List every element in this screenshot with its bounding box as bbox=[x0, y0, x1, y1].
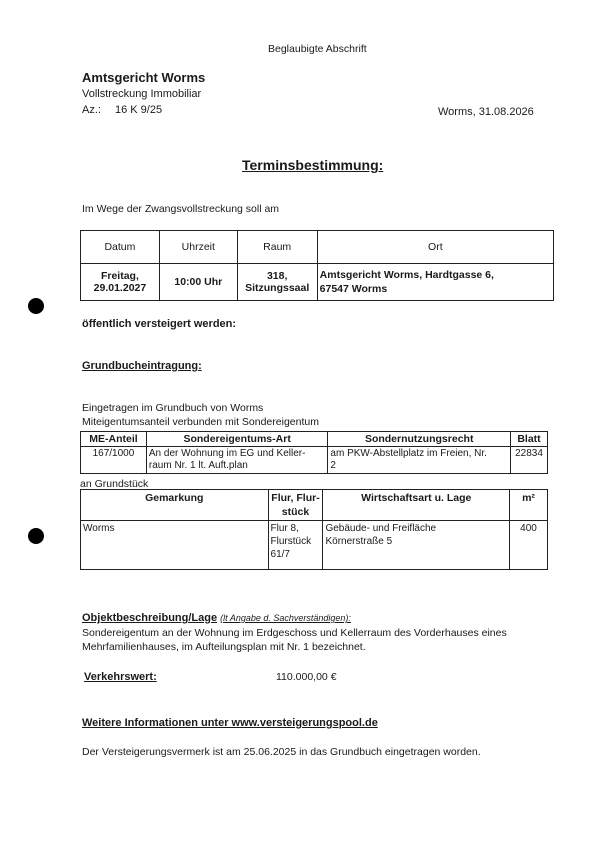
certified-copy-label: Beglaubigte Abschrift bbox=[268, 43, 367, 55]
verkehrswert-value: 110.000,00 € bbox=[276, 671, 337, 683]
flur-flurstueck-line2: Flurstück bbox=[270, 536, 312, 547]
me-header-recht: Sondernutzungsrecht bbox=[328, 432, 511, 447]
termin-uhrzeit: 10:00 Uhr bbox=[159, 264, 237, 301]
auction-phrase: öffentlich versteigert werden: bbox=[82, 318, 237, 330]
intro-text: Im Wege der Zwangsvollstreckung soll am bbox=[82, 203, 280, 215]
place-date: Worms, 31.08.2026 bbox=[438, 106, 534, 118]
me-header-blatt: Blatt bbox=[511, 432, 548, 447]
flur-header-wirtschaft: Wirtschaftsart u. Lage bbox=[323, 490, 510, 521]
court-name: Amtsgericht Worms bbox=[82, 70, 206, 85]
court-department: Vollstreckung Immobiliar bbox=[82, 88, 202, 100]
info-link-line: Weitere Informationen unter www.versteigerungspool.de bbox=[82, 717, 378, 729]
case-number: 16 K 9/25 bbox=[115, 104, 163, 116]
me-table bbox=[80, 431, 548, 474]
termin-ort-line1: Amtsgericht Worms, Hardtgasse 6, bbox=[319, 269, 494, 281]
me-header-anteil: ME-Anteil bbox=[81, 432, 147, 447]
me-art-line2: raum Nr. 1 lt. Auft.plan bbox=[148, 460, 248, 471]
grundbuch-heading: Grundbucheintragung: bbox=[82, 360, 202, 372]
termin-header-ort: Ort bbox=[317, 231, 553, 264]
me-header-art: Sondereigentums-Art bbox=[146, 432, 328, 447]
termin-raum: 318, Sitzungssaal bbox=[237, 264, 317, 301]
flur-flurstueck bbox=[268, 521, 323, 570]
case-number-label: Az.: bbox=[82, 104, 101, 116]
me-recht-line2: 2 bbox=[330, 460, 336, 471]
me-art-line1: An der Wohnung im EG und Keller- bbox=[148, 448, 306, 459]
flur-header-flur-line1: Flur, Flur- bbox=[271, 492, 320, 504]
termin-ort-line2: 67547 Worms bbox=[319, 283, 388, 295]
punch-hole-bottom bbox=[28, 528, 44, 544]
flur-header-flur bbox=[268, 490, 323, 521]
objekt-line1: Sondereigentum an der Wohnung im Erdgeschoss und Kellerraum des Vorderhauses eines bbox=[82, 627, 507, 639]
termin-ort bbox=[317, 264, 553, 301]
flur-wirtschaft bbox=[323, 521, 510, 570]
flur-m2: 400 bbox=[510, 521, 548, 570]
termin-header-datum: Datum bbox=[81, 231, 160, 264]
me-recht-line1: am PKW-Abstellplatz im Freien, Nr. bbox=[330, 448, 487, 459]
termin-datum-weekday: Freitag, bbox=[100, 270, 139, 282]
me-art bbox=[146, 447, 328, 474]
flur-gemarkung: Worms bbox=[81, 521, 269, 570]
objekt-heading-note: (lt Angabe d. Sachverständigen): bbox=[220, 613, 351, 623]
me-anteil: 167/1000 bbox=[81, 447, 147, 474]
termin-header-uhrzeit: Uhrzeit bbox=[159, 231, 237, 264]
an-grundstueck-label: an Grundstück bbox=[80, 478, 149, 490]
me-blatt: 22834 bbox=[511, 447, 548, 474]
objekt-heading: Objektbeschreibung/Lage bbox=[82, 612, 218, 624]
punch-hole-top bbox=[28, 298, 44, 314]
me-recht bbox=[328, 447, 511, 474]
flur-flurstueck-line3: 61/7 bbox=[270, 549, 290, 560]
objekt-heading-row bbox=[82, 612, 351, 624]
termin-datum bbox=[81, 264, 160, 301]
flur-wirtschaft-line1: Gebäude- und Freifläche bbox=[325, 523, 437, 534]
objekt-line2: Mehrfamilienhauses, im Aufteilungsplan mit Nr. 1 bezeichnet. bbox=[82, 641, 366, 653]
termin-datum-date: 29.01.2027 bbox=[93, 282, 147, 294]
flur-flurstueck-line1: Flur 8, bbox=[270, 523, 299, 534]
flur-wirtschaft-line2: Körnerstraße 5 bbox=[325, 536, 393, 547]
flur-header-m2: m² bbox=[510, 490, 548, 521]
flur-header-flur-line2: stück bbox=[281, 506, 310, 518]
grundbuch-line1: Eingetragen im Grundbuch von Worms bbox=[82, 402, 264, 414]
termin-header-raum: Raum bbox=[237, 231, 317, 264]
verkehrswert-label: Verkehrswert: bbox=[84, 671, 157, 683]
grundbuch-line2: Miteigentumsanteil verbunden mit Sondereigentum bbox=[82, 416, 319, 428]
flur-table bbox=[80, 489, 548, 570]
flur-header-gemarkung: Gemarkung bbox=[81, 490, 269, 521]
closing-text: Der Versteigerungsvermerk ist am 25.06.2025 in das Grundbuch eingetragen worden. bbox=[82, 746, 481, 758]
termin-table bbox=[80, 230, 554, 301]
page-title: Terminsbestimmung: bbox=[242, 157, 384, 173]
